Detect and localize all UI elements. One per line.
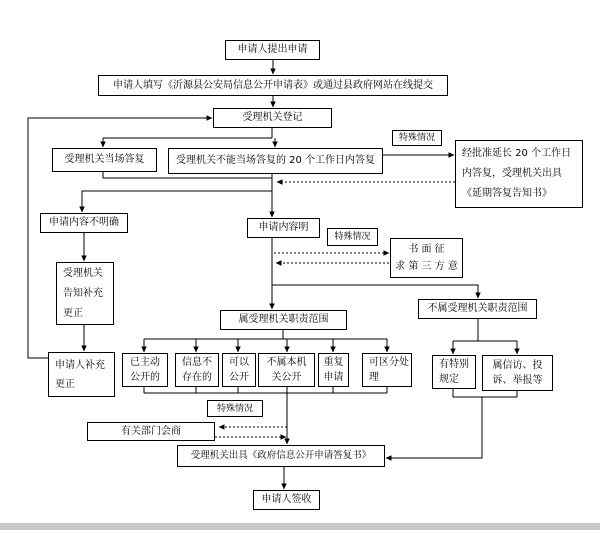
flow-node-label-line: 申请人补充 bbox=[55, 359, 105, 371]
flow-node-label-line: 书 面 征 bbox=[408, 244, 445, 255]
flow-node-approved-extension bbox=[455, 140, 583, 208]
flow-node-label-line: 存在的 bbox=[182, 372, 212, 383]
flow-node-label-line: 申请 bbox=[323, 372, 344, 383]
flow-node-not-this-agency bbox=[258, 353, 315, 387]
flow-node-dept-consultation: 有关部门会商 bbox=[87, 422, 215, 441]
flow-node-applicant-submit: 申请人提出申请 bbox=[225, 40, 320, 60]
flow-node-label-line: 理 bbox=[369, 372, 379, 383]
flow-node-label-line: 信息不 bbox=[182, 357, 212, 368]
flow-node-fill-form: 申请人填写《沂源县公安局信息公开申请表》或通过县政府网站在线提交 bbox=[98, 75, 448, 96]
flow-node-petition-complaint bbox=[482, 355, 553, 391]
flow-node-label-line: 可以 bbox=[229, 357, 249, 368]
flow-node-label-line: 更正 bbox=[63, 307, 83, 319]
flow-node-can-be-public bbox=[222, 353, 256, 387]
flow-node-applicant-supplement bbox=[48, 352, 115, 397]
flow-node-label-line: 《延期答复告知书》 bbox=[462, 188, 552, 199]
flow-node-label-line: 求 第 三 方 意 bbox=[395, 261, 458, 272]
flow-node-label-line: 更正 bbox=[55, 378, 75, 390]
flow-node-label-line: 规定 bbox=[439, 374, 459, 385]
flow-node-label-line: 关公开 bbox=[271, 372, 302, 383]
flow-node-out-of-scope: 不属受理机关职责范围 bbox=[418, 299, 537, 319]
flow-node-special-case-mid: 特殊情况 bbox=[327, 228, 378, 246]
bottom-window-edge bbox=[0, 523, 600, 530]
flow-node-info-not-exist bbox=[175, 353, 219, 387]
flow-node-label-line: 可区分处 bbox=[369, 357, 409, 368]
flow-node-label-line: 不属本机 bbox=[266, 357, 307, 368]
flow-node-content-unclear: 申请内容不明确 bbox=[40, 213, 128, 233]
flow-node-label-line: 已主动 bbox=[130, 357, 160, 368]
connector-40 bbox=[386, 397, 482, 458]
flow-node-issue-reply: 受理机关出具《政府信息公开申请答复书》 bbox=[177, 445, 385, 467]
flow-node-label-line: 公开的 bbox=[130, 372, 160, 383]
flow-node-label-line: 有特别 bbox=[439, 359, 469, 370]
flow-node-repeat-application bbox=[318, 353, 349, 387]
flow-node-special-case-bottom: 特殊情况 bbox=[207, 400, 263, 417]
flow-node-label-line: 经批准延长 20 个工作日 bbox=[462, 148, 572, 159]
flow-node-in-scope: 属受理机关职责范围 bbox=[220, 310, 347, 330]
flow-node-content-clear: 申请内容明 bbox=[247, 218, 320, 238]
flow-node-reply-within-20-days: 受理机关不能当场答复的 20 个工作日内答复 bbox=[168, 148, 383, 174]
flow-node-separable-handling bbox=[362, 353, 412, 387]
flow-node-notify-supplement bbox=[56, 262, 114, 325]
flow-node-label-line: 属信访、投 bbox=[492, 360, 543, 371]
flow-node-label-line: 受理机关 bbox=[63, 267, 103, 279]
flow-node-label-line: 重复 bbox=[323, 357, 344, 368]
flow-node-special-rules bbox=[432, 355, 476, 389]
flow-node-onsite-reply: 受理机关当场答复 bbox=[52, 148, 157, 172]
connector-15 bbox=[272, 285, 478, 298]
flow-node-agency-register: 受理机关登记 bbox=[213, 108, 332, 128]
flow-node-special-case-top: 特殊情况 bbox=[392, 130, 442, 146]
flow-node-already-public bbox=[122, 353, 168, 387]
connector-9 bbox=[82, 191, 272, 212]
flow-node-label-line: 公开 bbox=[229, 372, 249, 383]
flow-node-label-line: 告知补充 bbox=[63, 287, 103, 299]
flow-node-third-party-opinion bbox=[390, 238, 463, 278]
flow-node-applicant-sign: 申请人签收 bbox=[253, 490, 320, 510]
flow-node-label-line: 内答复，受理机关出具 bbox=[462, 168, 562, 179]
flow-node-label-line: 诉、举报等 bbox=[492, 375, 543, 386]
